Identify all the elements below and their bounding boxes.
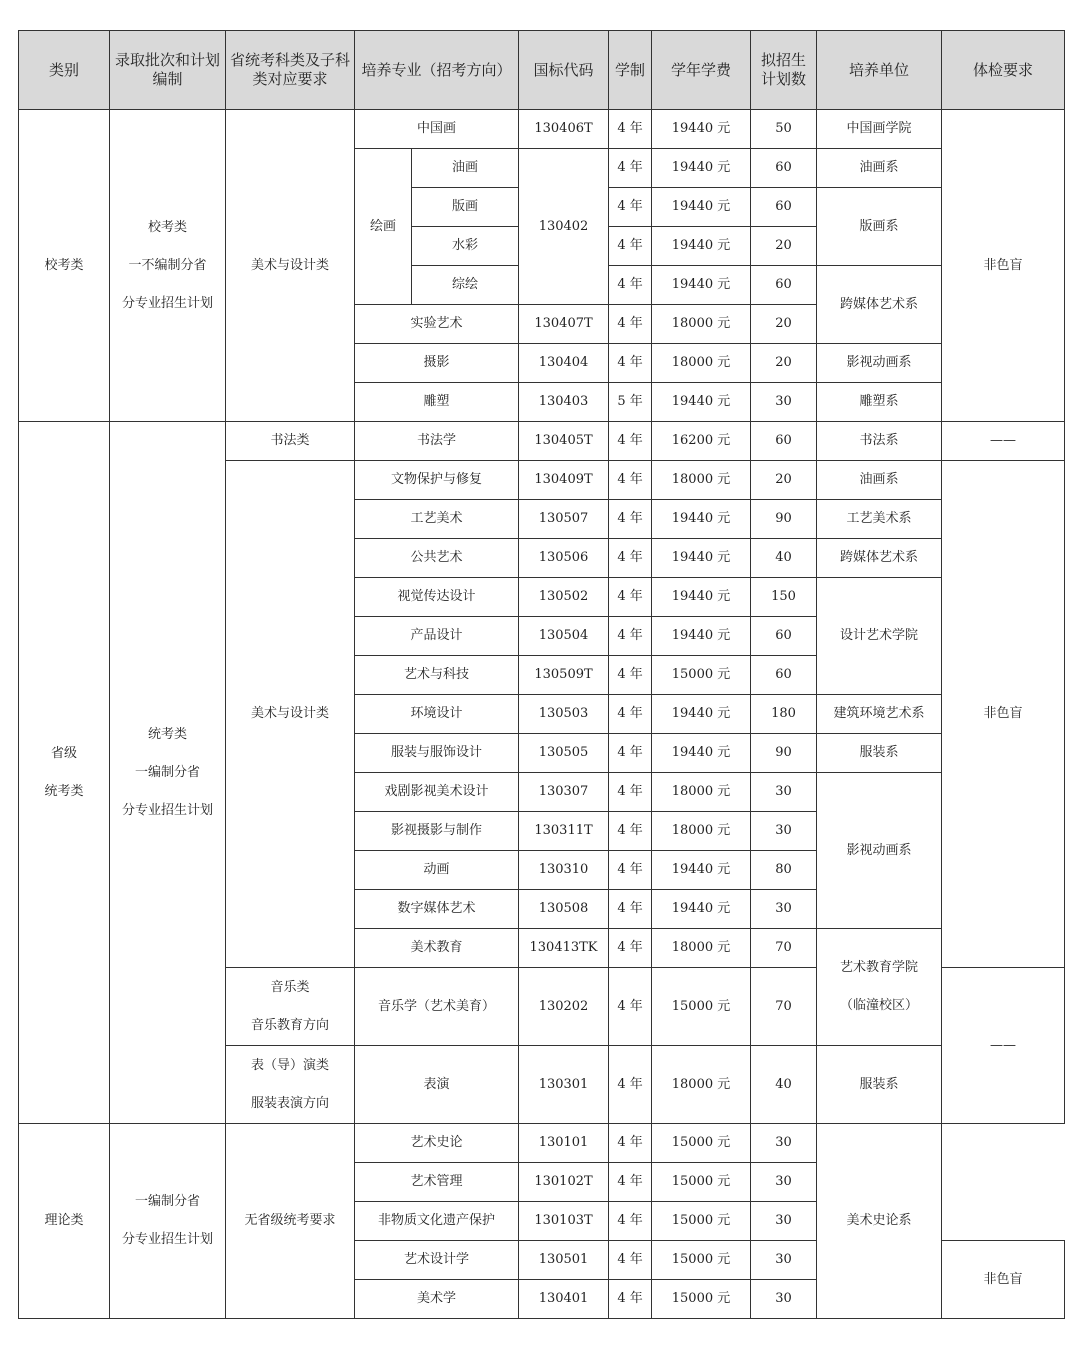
code-cell: 130501 <box>519 1241 609 1280</box>
unit-cell <box>817 929 942 1046</box>
major-cell: 艺术设计学 <box>355 1241 519 1280</box>
table-row <box>19 1124 1065 1163</box>
health-cell: —— <box>942 968 1065 1124</box>
tuition-cell: 19440 元 <box>652 617 751 656</box>
health-cell: 非色盲 <box>942 1241 1065 1319</box>
subject-line: 表（导）演类 <box>250 1057 329 1073</box>
table-row <box>19 110 1065 149</box>
duration-cell: 4 年 <box>609 890 652 929</box>
major-cell: 美术教育 <box>355 929 519 968</box>
plan-cell: 30 <box>751 1241 817 1280</box>
tuition-cell: 18000 元 <box>652 929 751 968</box>
code-cell: 130202 <box>519 968 609 1046</box>
tuition-cell: 19440 元 <box>652 149 751 188</box>
duration-cell: 4 年 <box>609 110 652 149</box>
major-cell: 中国画 <box>355 110 519 149</box>
duration-cell: 4 年 <box>609 812 652 851</box>
tuition-cell: 15000 元 <box>652 968 751 1046</box>
header-duration: 学制 <box>609 31 652 110</box>
duration-cell: 4 年 <box>609 1046 652 1124</box>
duration-cell: 4 年 <box>609 617 652 656</box>
major-cell: 环境设计 <box>355 695 519 734</box>
subject-cell <box>226 968 355 1046</box>
major-cell: 音乐学（艺术美育） <box>355 968 519 1046</box>
batch-line: 分专业招生计划 <box>121 802 213 818</box>
batch-cell <box>110 1124 226 1319</box>
unit-cell: 中国画学院 <box>817 110 942 149</box>
batch-line: 分专业招生计划 <box>121 295 213 311</box>
subject-cell: 美术与设计类 <box>226 461 355 968</box>
category-cell: 校考类 <box>19 110 110 422</box>
duration-cell: 4 年 <box>609 344 652 383</box>
unit-cell: 版画系 <box>817 188 942 266</box>
major-cell: 摄影 <box>355 344 519 383</box>
code-cell: 130401 <box>519 1280 609 1319</box>
code-cell: 130404 <box>519 344 609 383</box>
code-cell: 130405T <box>519 422 609 461</box>
header-health: 体检要求 <box>942 31 1065 110</box>
plan-cell: 150 <box>751 578 817 617</box>
duration-cell: 4 年 <box>609 773 652 812</box>
code-cell: 130311T <box>519 812 609 851</box>
code-cell: 130506 <box>519 539 609 578</box>
code-cell: 130301 <box>519 1046 609 1124</box>
plan-cell: 40 <box>751 539 817 578</box>
batch-line: 一编制分省 <box>134 764 200 780</box>
category-cell: 理论类 <box>19 1124 110 1319</box>
header-subject: 省统考科类及子科类对应要求 <box>226 31 355 110</box>
duration-cell: 4 年 <box>609 1202 652 1241</box>
code-cell: 130413TK <box>519 929 609 968</box>
code-cell: 130503 <box>519 695 609 734</box>
major-cell: 艺术管理 <box>355 1163 519 1202</box>
duration-cell: 4 年 <box>609 1163 652 1202</box>
duration-cell: 4 年 <box>609 1280 652 1319</box>
tuition-cell: 19440 元 <box>652 110 751 149</box>
unit-cell: 建筑环境艺术系 <box>817 695 942 734</box>
health-cell: 非色盲 <box>942 110 1065 422</box>
code-cell: 130406T <box>519 110 609 149</box>
tuition-cell: 19440 元 <box>652 383 751 422</box>
tuition-cell: 19440 元 <box>652 227 751 266</box>
plan-cell: 30 <box>751 773 817 812</box>
subject-line: 服装表演方向 <box>250 1095 329 1111</box>
header-tuition: 学年学费 <box>652 31 751 110</box>
major-cell: 戏剧影视美术设计 <box>355 773 519 812</box>
unit-cell: 跨媒体艺术系 <box>817 266 942 344</box>
tuition-cell: 18000 元 <box>652 305 751 344</box>
plan-cell: 50 <box>751 110 817 149</box>
unit-cell: 影视动画系 <box>817 344 942 383</box>
header-category: 类别 <box>19 31 110 110</box>
plan-cell: 20 <box>751 305 817 344</box>
plan-cell: 30 <box>751 1124 817 1163</box>
duration-cell: 4 年 <box>609 734 652 773</box>
duration-cell: 4 年 <box>609 188 652 227</box>
header-code: 国标代码 <box>519 31 609 110</box>
plan-cell: 60 <box>751 617 817 656</box>
batch-line: 一不编制分省 <box>128 257 207 273</box>
subject-cell: 无省级统考要求 <box>226 1124 355 1319</box>
major-cell: 油画 <box>412 149 519 188</box>
code-cell: 130505 <box>519 734 609 773</box>
unit-cell: 跨媒体艺术系 <box>817 539 942 578</box>
header-batch: 录取批次和计划编制 <box>110 31 226 110</box>
major-cell: 产品设计 <box>355 617 519 656</box>
subject-line: 音乐类 <box>270 979 310 995</box>
major-cell: 艺术与科技 <box>355 656 519 695</box>
duration-cell: 4 年 <box>609 422 652 461</box>
major-cell: 版画 <box>412 188 519 227</box>
unit-cell: 影视动画系 <box>817 773 942 929</box>
duration-cell: 4 年 <box>609 1124 652 1163</box>
duration-cell: 4 年 <box>609 500 652 539</box>
tuition-cell: 19440 元 <box>652 266 751 305</box>
header-major: 培养专业（招考方向） <box>355 31 519 110</box>
plan-cell: 30 <box>751 812 817 851</box>
tuition-cell: 15000 元 <box>652 1163 751 1202</box>
code-cell: 130509T <box>519 656 609 695</box>
admissions-table <box>18 30 1065 1319</box>
plan-cell: 70 <box>751 968 817 1046</box>
code-cell: 130502 <box>519 578 609 617</box>
major-cell: 公共艺术 <box>355 539 519 578</box>
plan-cell: 30 <box>751 1202 817 1241</box>
subject-cell: 美术与设计类 <box>226 110 355 422</box>
duration-cell: 4 年 <box>609 461 652 500</box>
unit-cell: 油画系 <box>817 461 942 500</box>
plan-cell: 90 <box>751 734 817 773</box>
duration-cell: 4 年 <box>609 539 652 578</box>
code-cell: 130407T <box>519 305 609 344</box>
duration-cell: 4 年 <box>609 968 652 1046</box>
code-cell: 130307 <box>519 773 609 812</box>
tuition-cell: 18000 元 <box>652 1046 751 1124</box>
header-plan: 拟招生计划数 <box>751 31 817 110</box>
subject-cell <box>226 1046 355 1124</box>
duration-cell: 4 年 <box>609 695 652 734</box>
code-cell: 130504 <box>519 617 609 656</box>
tuition-cell: 15000 元 <box>652 1202 751 1241</box>
major-cell: 动画 <box>355 851 519 890</box>
duration-cell: 4 年 <box>609 266 652 305</box>
plan-cell: 80 <box>751 851 817 890</box>
tuition-cell: 18000 元 <box>652 461 751 500</box>
code-cell: 130402 <box>519 149 609 305</box>
painting-group-cell: 绘画 <box>355 149 412 305</box>
major-cell: 表演 <box>355 1046 519 1124</box>
header-unit: 培养单位 <box>817 31 942 110</box>
plan-cell: 20 <box>751 461 817 500</box>
tuition-cell: 18000 元 <box>652 812 751 851</box>
header-row <box>19 31 1065 110</box>
plan-cell: 60 <box>751 149 817 188</box>
batch-line: 一编制分省 <box>134 1194 200 1209</box>
batch-line: 校考类 <box>147 219 187 235</box>
major-cell: 服装与服饰设计 <box>355 734 519 773</box>
batch-line: 统考类 <box>147 726 187 742</box>
duration-cell: 4 年 <box>609 1241 652 1280</box>
plan-cell: 60 <box>751 656 817 695</box>
tuition-cell: 19440 元 <box>652 539 751 578</box>
major-cell: 文物保护与修复 <box>355 461 519 500</box>
plan-cell: 30 <box>751 1163 817 1202</box>
tuition-cell: 19440 元 <box>652 578 751 617</box>
category-line: 省级 <box>50 745 77 761</box>
major-cell: 美术学 <box>355 1280 519 1319</box>
plan-cell: 180 <box>751 695 817 734</box>
duration-cell: 4 年 <box>609 305 652 344</box>
major-cell: 工艺美术 <box>355 500 519 539</box>
duration-cell: 4 年 <box>609 929 652 968</box>
plan-cell: 70 <box>751 929 817 968</box>
plan-cell: 60 <box>751 266 817 305</box>
plan-cell: 60 <box>751 422 817 461</box>
duration-cell: 4 年 <box>609 851 652 890</box>
tuition-cell: 15000 元 <box>652 1280 751 1319</box>
tuition-cell: 15000 元 <box>652 1124 751 1163</box>
plan-cell: 20 <box>751 344 817 383</box>
health-cell: 非色盲 <box>942 461 1065 968</box>
duration-cell: 4 年 <box>609 227 652 266</box>
unit-cell: 油画系 <box>817 149 942 188</box>
unit-line: 艺术教育学院 <box>840 960 919 975</box>
category-cell <box>19 422 110 1124</box>
tuition-cell: 19440 元 <box>652 500 751 539</box>
duration-cell: 4 年 <box>609 149 652 188</box>
batch-cell <box>110 422 226 1124</box>
duration-cell: 4 年 <box>609 578 652 617</box>
code-cell: 130103T <box>519 1202 609 1241</box>
tuition-cell: 18000 元 <box>652 344 751 383</box>
plan-cell: 20 <box>751 227 817 266</box>
unit-cell: 设计艺术学院 <box>817 578 942 695</box>
major-cell: 实验艺术 <box>355 305 519 344</box>
tuition-cell: 19440 元 <box>652 890 751 929</box>
major-cell: 影视摄影与制作 <box>355 812 519 851</box>
plan-cell: 30 <box>751 383 817 422</box>
duration-cell: 5 年 <box>609 383 652 422</box>
unit-cell: 服装系 <box>817 734 942 773</box>
major-cell: 非物质文化遗产保护 <box>355 1202 519 1241</box>
subject-line: 音乐教育方向 <box>250 1017 329 1033</box>
plan-cell: 30 <box>751 1280 817 1319</box>
major-cell: 雕塑 <box>355 383 519 422</box>
code-cell: 130101 <box>519 1124 609 1163</box>
plan-cell: 40 <box>751 1046 817 1124</box>
tuition-cell: 19440 元 <box>652 734 751 773</box>
code-cell: 130507 <box>519 500 609 539</box>
duration-cell: 4 年 <box>609 656 652 695</box>
tuition-cell: 19440 元 <box>652 695 751 734</box>
unit-cell: 雕塑系 <box>817 383 942 422</box>
code-cell: 130409T <box>519 461 609 500</box>
code-cell: 130310 <box>519 851 609 890</box>
table-row <box>19 422 1065 461</box>
code-cell: 130403 <box>519 383 609 422</box>
tuition-cell: 19440 元 <box>652 188 751 227</box>
tuition-cell: 15000 元 <box>652 656 751 695</box>
health-cell: —— <box>942 422 1065 461</box>
major-cell: 书法学 <box>355 422 519 461</box>
major-cell: 视觉传达设计 <box>355 578 519 617</box>
unit-line: （临潼校区） <box>840 998 919 1013</box>
category-line: 统考类 <box>44 783 84 799</box>
tuition-cell: 19440 元 <box>652 851 751 890</box>
subject-cell: 书法类 <box>226 422 355 461</box>
batch-line: 分专业招生计划 <box>121 1232 213 1247</box>
major-cell: 艺术史论 <box>355 1124 519 1163</box>
major-cell: 数字媒体艺术 <box>355 890 519 929</box>
batch-cell <box>110 110 226 422</box>
tuition-cell: 18000 元 <box>652 773 751 812</box>
unit-cell: 书法系 <box>817 422 942 461</box>
unit-cell: 服装系 <box>817 1046 942 1124</box>
code-cell: 130508 <box>519 890 609 929</box>
unit-cell: 美术史论系 <box>817 1124 942 1319</box>
tuition-cell: 16200 元 <box>652 422 751 461</box>
unit-cell: 工艺美术系 <box>817 500 942 539</box>
tuition-cell: 15000 元 <box>652 1241 751 1280</box>
major-cell: 综绘 <box>412 266 519 305</box>
code-cell: 130102T <box>519 1163 609 1202</box>
plan-cell: 90 <box>751 500 817 539</box>
page <box>18 30 1065 1319</box>
plan-cell: 30 <box>751 890 817 929</box>
major-cell: 水彩 <box>412 227 519 266</box>
plan-cell: 60 <box>751 188 817 227</box>
